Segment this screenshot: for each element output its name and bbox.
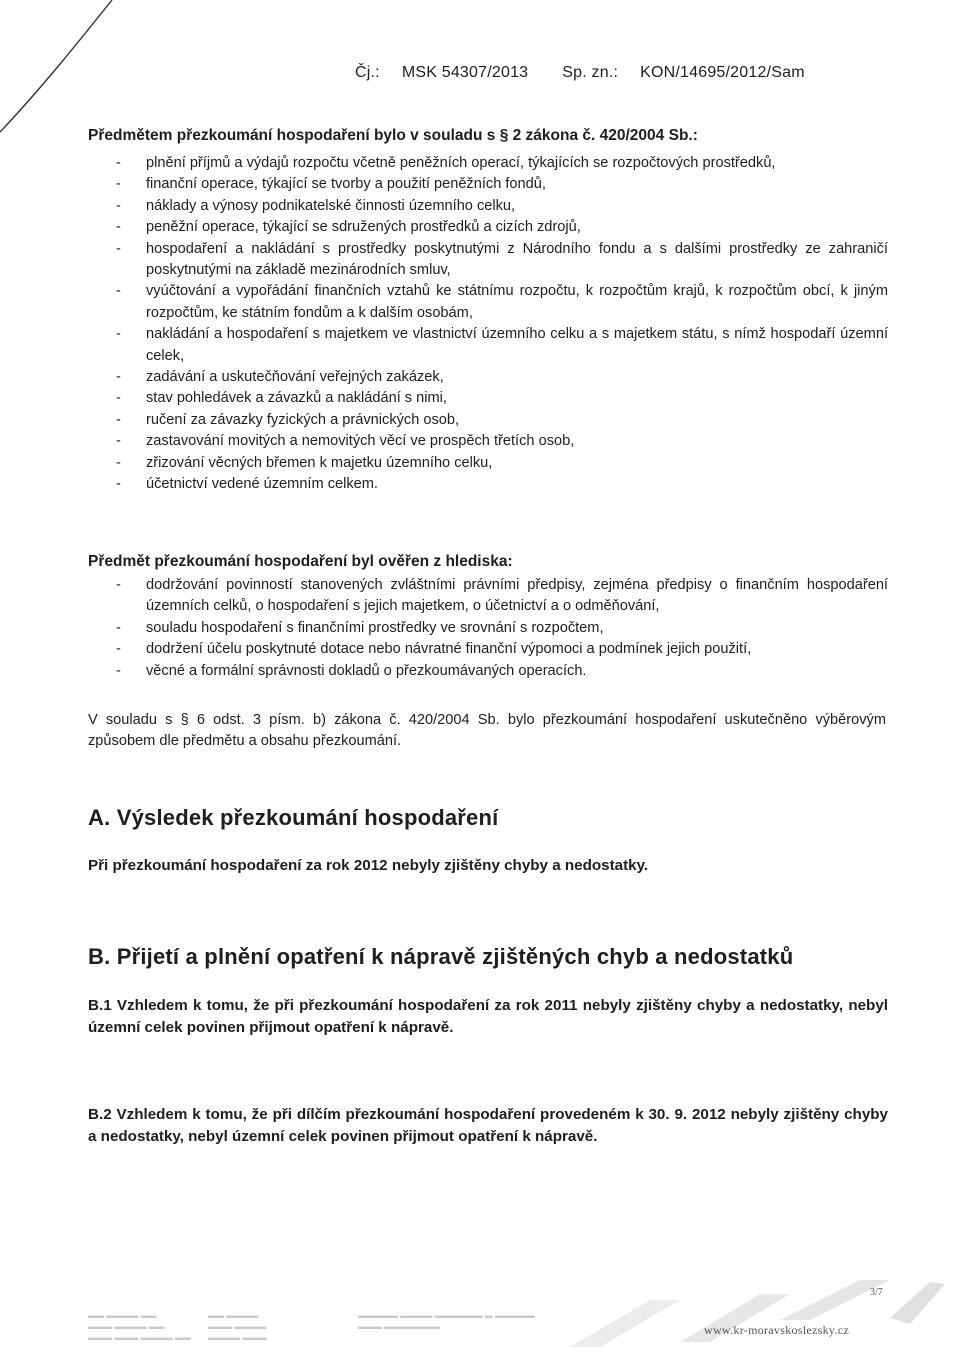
- list-item: - souladu hospodaření s finančními prostředky ve srovnání s rozpočtem,: [88, 618, 888, 639]
- list-item: - ručení za závazky fyzických a právnických osob,: [88, 410, 888, 431]
- spzn-label: Sp. zn.:: [562, 64, 619, 81]
- cj-label: Čj.:: [355, 64, 380, 81]
- list-item: - zastavování movitých a nemovitých věcí ve prospěch třetích osob,: [88, 431, 888, 452]
- section1-list: [88, 153, 888, 496]
- cj-value: MSK 54307/2013: [401, 64, 529, 81]
- list-item: - vyúčtování a vypořádání finančních vztahů ke státnímu rozpočtu, k rozpočtům krajů, k rozpočtům obcí, k jiným rozpočtům, ke státním fondům a k dalším osobám,: [88, 281, 888, 324]
- spzn-value: KON/14695/2012/Sam: [640, 64, 805, 81]
- list-item: - dodržování povinností stanovených zvláštními právními předpisy, zejména předpisy o finančním hospodaření územních celků, o hospodaření s jejich majetkem, o účetnictví a o odměňování,: [88, 575, 888, 618]
- page-number: 3/7: [870, 1287, 883, 1298]
- list-item: - náklady a výnosy podnikatelské činnosti územního celku,: [88, 196, 888, 217]
- list-item: - zadávání a uskutečňování veřejných zakázek,: [88, 367, 888, 388]
- section-b2-text: B.2 Vzhledem k tomu, že při dílčím přezkoumání hospodaření provedeném k 30. 9. 2012 nebyly zjištěny chyby a nedostatky, nebyl územní celek povinen přijmout opatření k nápravě.: [88, 1106, 888, 1145]
- list-item: - peněžní operace, týkající se sdružených prostředků a cizích zdrojů,: [88, 217, 888, 238]
- section-a-text: Při přezkoumání hospodaření za rok 2012 nebyly zjištěny chyby a nedostatky.: [88, 857, 649, 874]
- list-item: - nakládání a hospodaření s majetkem ve vlastnictví územního celku a s majetkem státu, s nímž hospodaří územní celek,: [88, 324, 888, 367]
- list-item: - dodržení účelu poskytnuté dotace nebo návratné finanční výpomoci a podmínek jejich použití,: [88, 639, 888, 660]
- footer-id-block: ▬▬ ▬▬▬▬ ▬▬▬ ▬▬▬▬ ▬▬▬▬ ▬▬▬: [208, 1311, 267, 1342]
- section-b-heading: B. Přijetí a plnění opatření k nápravě zjištěných chyb a nedostatků: [88, 944, 794, 969]
- section-b1-text: B.1 Vzhledem k tomu, že při přezkoumání hospodaření za rok 2011 nebyly zjištěny chyby a nedostatky, nebyl územní celek povinen přijmout opatření k nápravě.: [88, 997, 888, 1036]
- list-item: - finanční operace, týkající se tvorby a použití peněžních fondů,: [88, 174, 888, 195]
- footer-bank-block: ▬▬▬▬▬ ▬▬▬▬ ▬▬▬▬▬▬ ▬ ▬▬▬▬▬ ▬▬▬ ▬▬▬▬▬▬▬: [358, 1311, 535, 1331]
- scan-edge-line: [0, 0, 120, 140]
- list-item: - věcné a formální správnosti dokladů o přezkoumávaných operacích.: [88, 661, 888, 682]
- list-item: - zřizování věcných břemen k majetku územního celku,: [88, 453, 888, 474]
- list-item: - účetnictví vedené územním celkem.: [88, 474, 888, 495]
- section-a-heading: A. Výsledek přezkoumání hospodaření: [88, 805, 499, 830]
- list-item: - plnění příjmů a výdajů rozpočtu včetně peněžních operací, týkajících se rozpočtových prostředků,: [88, 153, 888, 174]
- section2-list: [88, 575, 888, 682]
- section1-title: Předmětem přezkoumání hospodaření bylo v souladu s § 2 zákona č. 420/2004 Sb.:: [88, 127, 698, 144]
- list-item: - hospodaření a nakládání s prostředky poskytnutými z Národního fondu a s dalšími prostředky ze zahraničí poskytnutými na základě mezinárodních smluv,: [88, 239, 888, 282]
- reference-line: [355, 64, 805, 82]
- method-paragraph: V souladu s § 6 odst. 3 písm. b) zákona č. 420/2004 Sb. bylo přezkoumání hospodaření uskutečněno výběrovým způsobem dle předmětu a obsahu přezkoumání.: [88, 712, 886, 750]
- footer-website: www.kr-moravskoslezsky.cz: [704, 1323, 849, 1337]
- section2-title: Předmět přezkoumání hospodaření byl ověřen z hlediska:: [88, 553, 513, 570]
- list-item: - stav pohledávek a závazků a nakládání s nimi,: [88, 388, 888, 409]
- footer-contact-block: ▬▬ ▬▬▬▬ ▬▬ ▬▬▬ ▬▬▬▬ ▬▬ ▬▬▬ ▬▬▬ ▬▬▬▬ ▬▬: [88, 1311, 191, 1342]
